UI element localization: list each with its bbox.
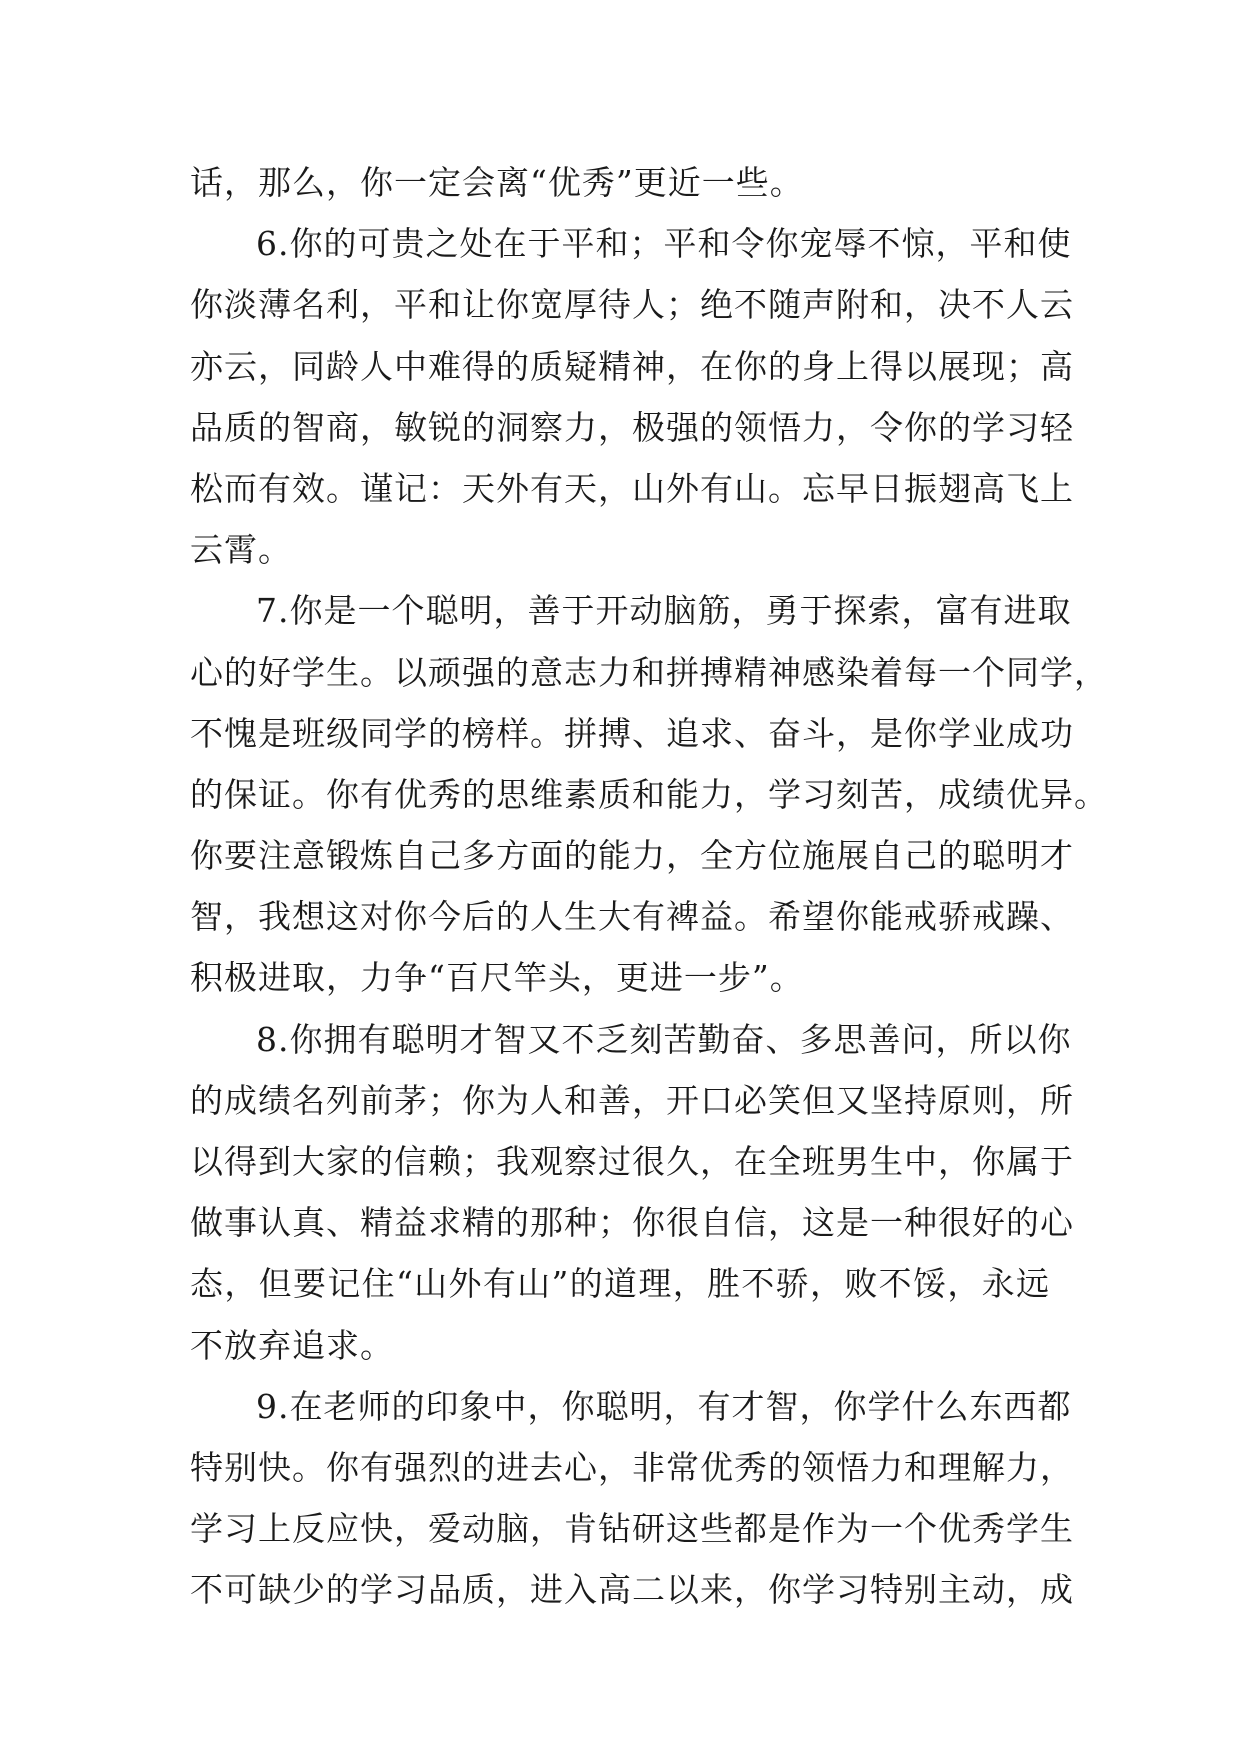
text-line: 7.你是一个聪明，善于开动脑筋，勇于探索，富有进取 bbox=[256, 591, 1072, 631]
text-line: 态，但要记住“山外有山”的道理，胜不骄，败不馁，永远 bbox=[190, 1264, 1050, 1304]
text-line: 你淡薄名利，平和让你宽厚待人；绝不随声附和，决不人云 bbox=[190, 285, 1074, 325]
text-line: 心的好学生。以顽强的意志力和拼搏精神感染着每一个同学， bbox=[190, 652, 1108, 692]
text-line: 做事认真、精益求精的那种；你很自信，这是一种很好的心 bbox=[190, 1203, 1074, 1243]
text-line: 你要注意锻炼自己多方面的能力，全方位施展自己的聪明才 bbox=[190, 836, 1074, 876]
text-line: 8.你拥有聪明才智又不乏刻苦勤奋、多思善问，所以你 bbox=[256, 1019, 1072, 1059]
text-line: 不愧是班级同学的榜样。拼搏、追求、奋斗，是你学业成功 bbox=[190, 713, 1074, 753]
text-line: 亦云，同龄人中难得的质疑精神，在你的身上得以展现；高 bbox=[190, 346, 1074, 386]
text-line: 9.在老师的印象中，你聪明，有才智，你学什么东西都 bbox=[256, 1386, 1072, 1426]
text-line: 智，我想这对你今后的人生大有裨益。希望你能戒骄戒躁、 bbox=[190, 897, 1074, 937]
text-line: 以得到大家的信赖；我观察过很久，在全班男生中，你属于 bbox=[190, 1142, 1074, 1181]
text-line: 的保证。你有优秀的思维素质和能力，学习刻苦，成绩优异。 bbox=[190, 774, 1108, 814]
text-line: 6.你的可贵之处在于平和；平和令你宠辱不惊，平和使 bbox=[256, 224, 1072, 264]
text-line: 话，那么，你一定会离“优秀”更近一些。 bbox=[190, 163, 804, 202]
text-line: 学习上反应快，爱动脑，肯钻研这些都是作为一个优秀学生 bbox=[190, 1509, 1074, 1549]
text-line: 特别快。你有强烈的进去心，非常优秀的领悟力和理解力， bbox=[190, 1447, 1074, 1487]
document-body bbox=[190, 152, 1108, 1621]
text-line: 松而有效。谨记：天外有天，山外有山。忘早日振翅高飞上 bbox=[190, 468, 1074, 508]
text-line: 积极进取，力争“百尺竿头，更进一步”。 bbox=[190, 958, 804, 998]
text-line: 不可缺少的学习品质，进入高二以来，你学习特别主动，成 bbox=[190, 1570, 1074, 1610]
text-line: 的成绩名列前茅；你为人和善，开口必笑但又坚持原则，所 bbox=[190, 1080, 1074, 1120]
text-line: 不放弃追求。 bbox=[190, 1325, 394, 1365]
text-line: 品质的智商，敏锐的洞察力，极强的领悟力，令你的学习轻 bbox=[190, 407, 1074, 447]
text-line: 云霄。 bbox=[190, 530, 292, 570]
